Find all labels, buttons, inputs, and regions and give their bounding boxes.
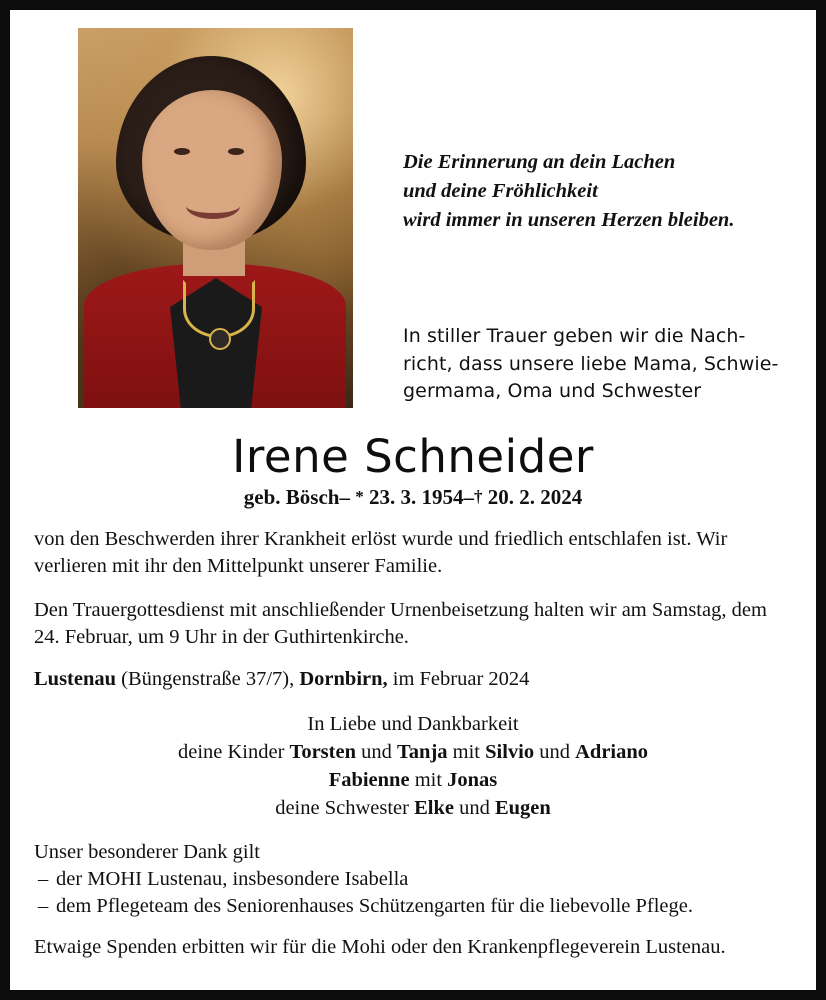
death-date: 20. 2. 2024 [487, 485, 583, 509]
child-name-silvio: Silvio [485, 741, 535, 764]
sister-name-eugen: Eugen [494, 796, 551, 819]
announcement-intro [403, 323, 792, 406]
paragraph-service: Den Trauergottesdienst mit anschließender Urnenbeisetzung halten wir am Samstag, dem 24. Februar, um 9 Uhr in der Guthirtenkirche. [34, 598, 767, 649]
children-prefix: deine Kinder [177, 741, 285, 764]
place-address: (Büngenstraße 37/7), [121, 667, 295, 690]
list-item: – dem Pflegeteam des Seniorenhauses Schützengarten für die liebevolle Pflege. [38, 893, 792, 920]
family-children-line-2 [34, 767, 792, 795]
intro-line-2: richt, dass unsere liebe Mama, Schwie- [403, 352, 779, 375]
sister-name-elke: Elke [414, 796, 454, 819]
conj-4: mit [414, 769, 443, 792]
quote-column [353, 28, 792, 406]
child-name-torsten: Torsten [289, 741, 356, 764]
conj-3: und [539, 741, 570, 764]
quote-line-1: Die Erinnerung an dein Lachen [403, 151, 676, 173]
child-name-fabienne: Fabienne [328, 769, 410, 792]
thanks-title: Unser besonderer Dank gilt [34, 840, 261, 863]
conj-2: mit [452, 741, 480, 764]
quote-line-2: und deine Fröhlichkeit [403, 180, 598, 203]
child-name-tanja: Tanja [397, 741, 448, 764]
quote-line-3: wird immer in unseren Herzen bleiben. [403, 209, 735, 232]
thanks-list [34, 866, 792, 920]
date-separator: – [463, 485, 474, 509]
portrait-smile [186, 193, 240, 219]
family-sister-line [34, 795, 792, 823]
intro-line-3: germama, Oma und Schwester [403, 380, 702, 403]
list-item: – der MOHI Lustenau, insbesondere Isabella [38, 866, 792, 893]
maiden-dash: – [339, 485, 350, 509]
header-row [34, 28, 792, 408]
child-name-jonas: Jonas [447, 769, 498, 792]
places-line [34, 666, 792, 693]
place-primary: Lustenau [34, 667, 117, 690]
death-cross-icon: † [473, 487, 483, 506]
conj-1: und [361, 741, 392, 764]
family-children-line [34, 739, 792, 767]
intro-line-1: In stiller Trauer geben wir die Nach- [403, 325, 746, 348]
birth-date: 23. 3. 1954 [368, 485, 464, 509]
portrait-pendant [209, 328, 231, 350]
memorial-quote [403, 148, 792, 235]
family-block [34, 711, 792, 823]
place-secondary: Dornbirn, [299, 667, 388, 690]
portrait-eye-left [174, 148, 190, 155]
child-name-adriano: Adriano [575, 741, 649, 764]
family-heading: In Liebe und Dankbarkeit [307, 713, 519, 736]
donations-text: Etwaige Spenden erbitten wir für die Mohi oder den Krankenpflegeverein Lustenau. [34, 935, 726, 958]
notice-date: im Februar 2024 [392, 667, 530, 690]
birth-death-line [34, 485, 792, 510]
conj-5: und [459, 796, 490, 819]
paragraph-passing: von den Beschwerden ihrer Krankheit erlöst wurde und friedlich entschlafen ist. Wir verlieren mit ihr den Mittelpunkt unserer Familie. [34, 528, 728, 578]
maiden-name: geb. Bösch [243, 485, 340, 509]
birth-star-icon: * [355, 487, 364, 506]
portrait-eye-right [228, 148, 244, 155]
portrait-photo [78, 28, 353, 408]
sister-prefix: deine Schwester [275, 796, 409, 819]
deceased-name: Irene Schneider [232, 430, 594, 483]
